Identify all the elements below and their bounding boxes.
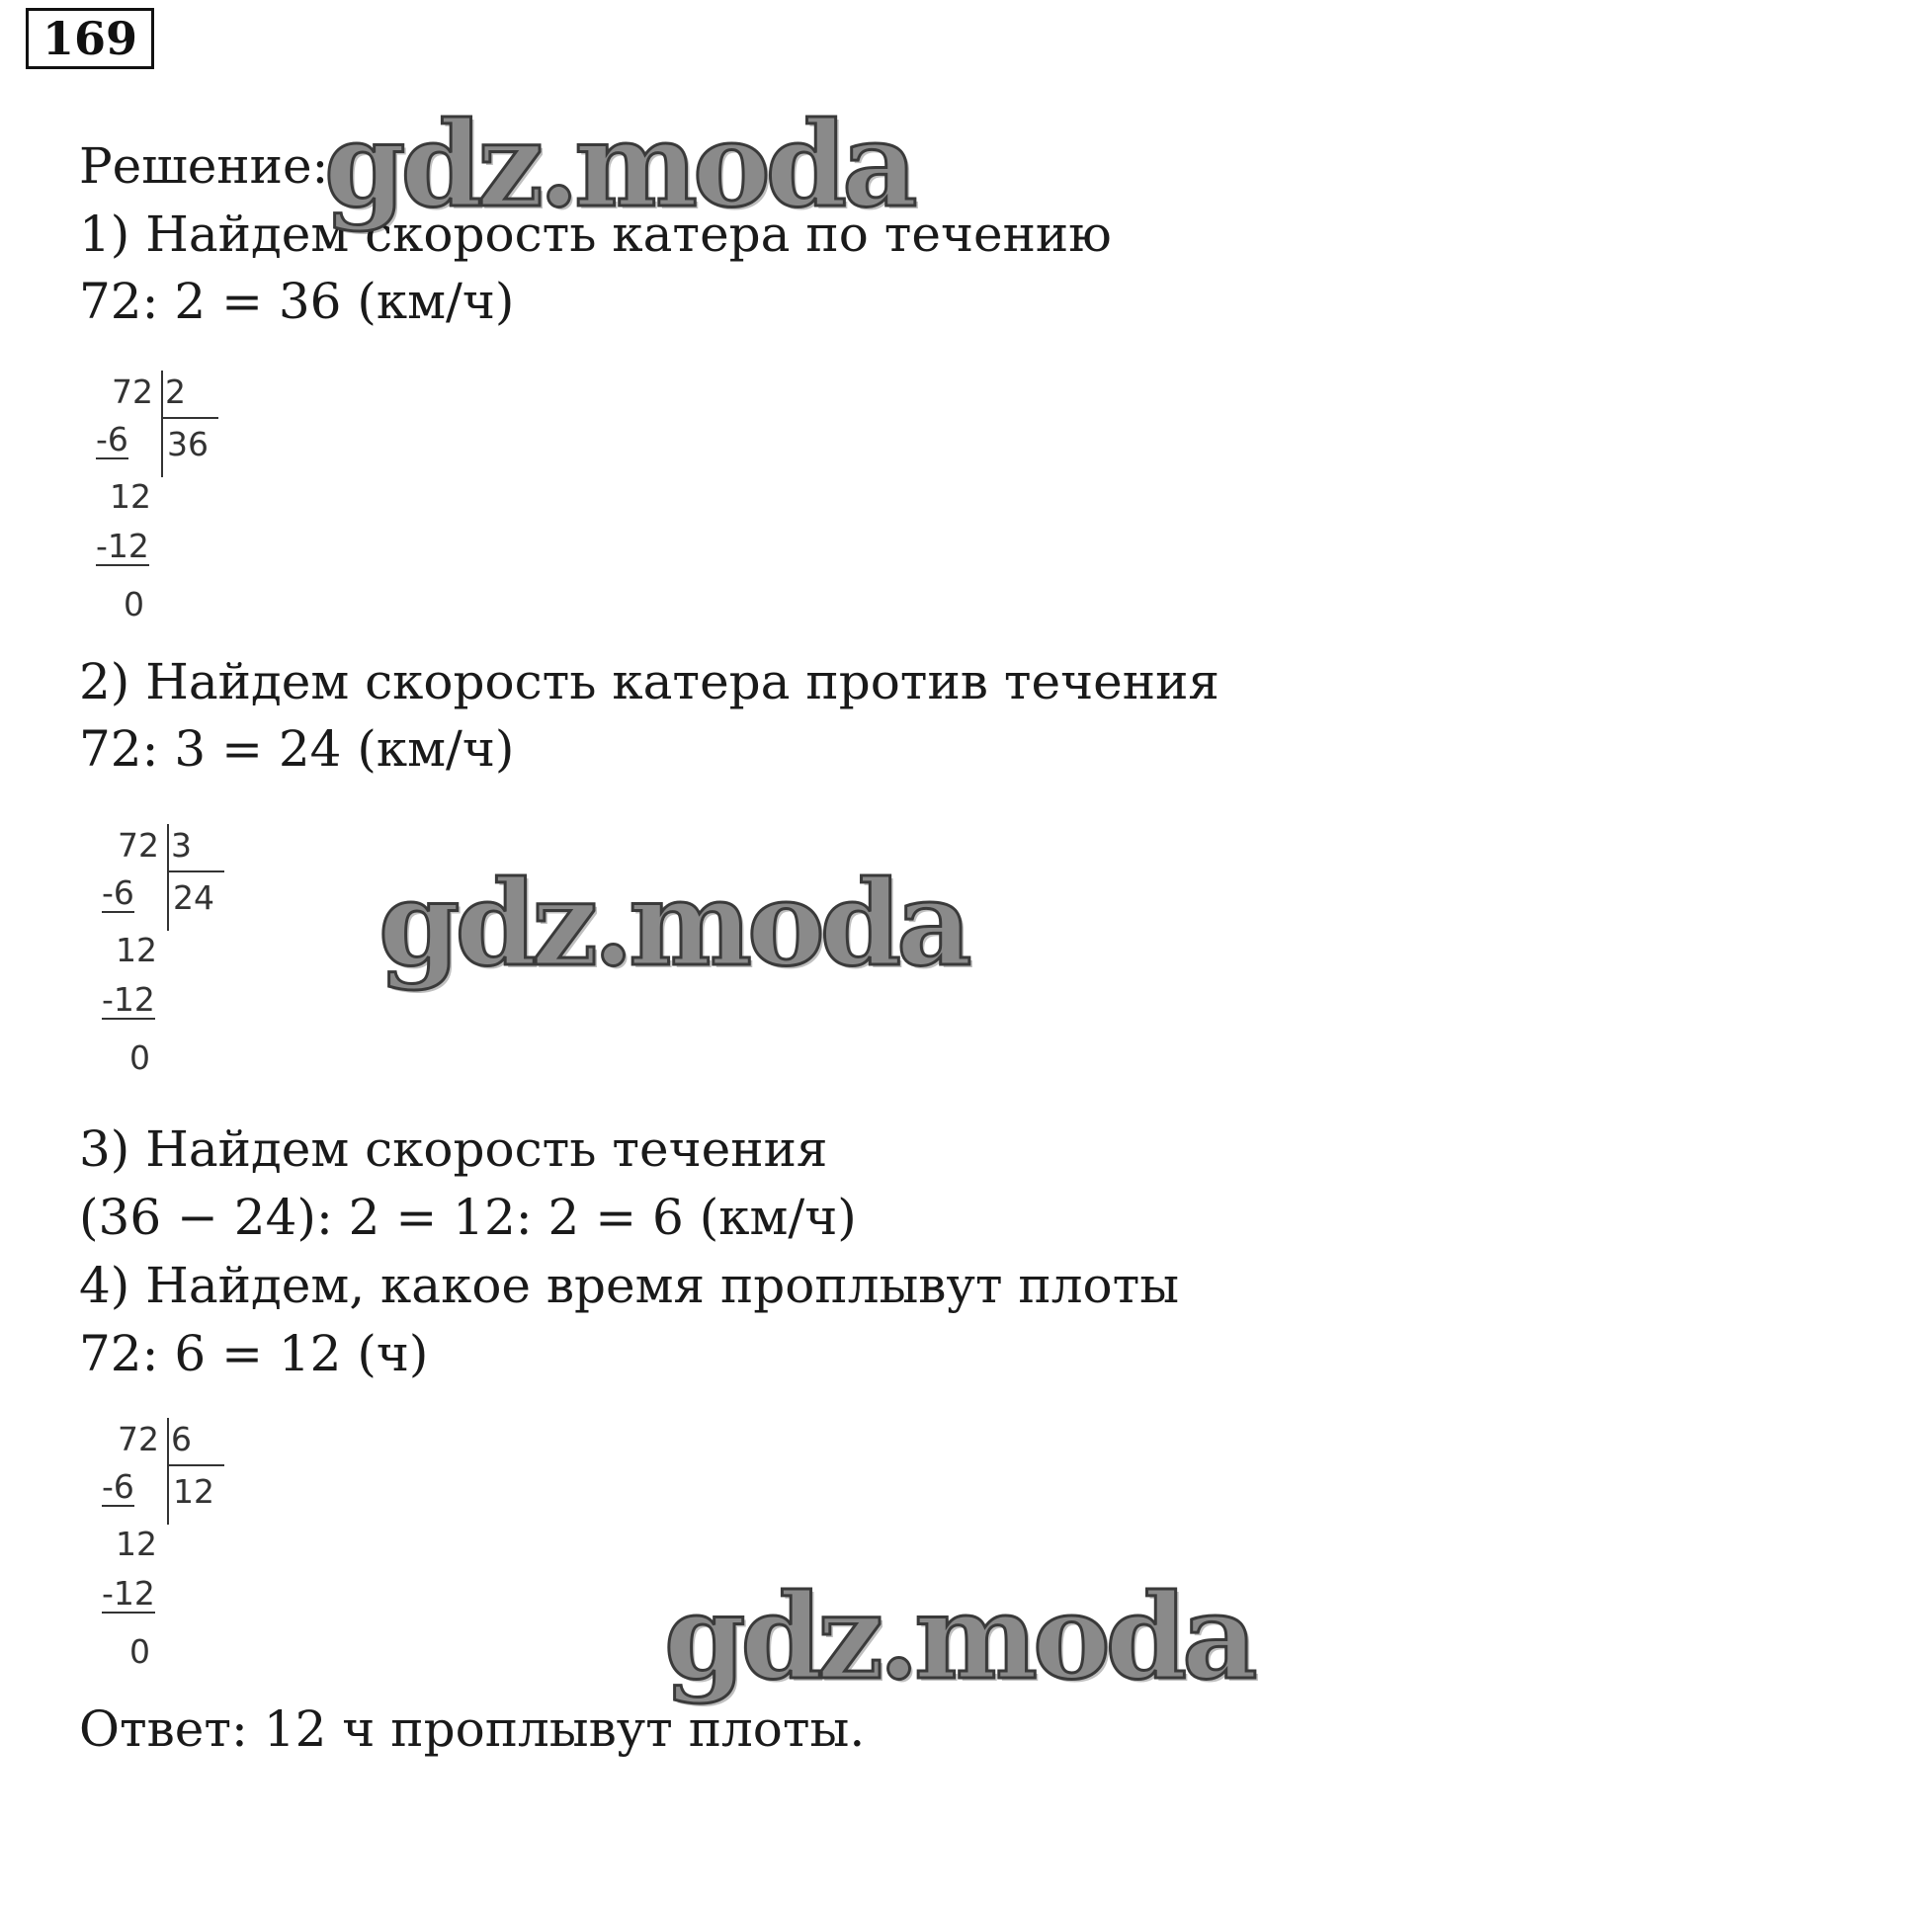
division-horizontal-bar [167, 1464, 224, 1466]
step3-expression: (36 − 24): 2 = 12: 2 = 6 (км/ч) [79, 1189, 857, 1246]
dividend: 72 [118, 826, 159, 865]
watermark-logo-middle: gdz.moda [378, 855, 967, 992]
divisor: 2 [165, 373, 186, 411]
answer-line: Ответ: 12 ч проплывут плоты. [79, 1700, 866, 1758]
subtrahend-2: -12 [102, 1574, 155, 1613]
division-vertical-bar [161, 371, 163, 477]
step3-title: 3) Найдем скорость течения [79, 1120, 828, 1178]
quotient: 36 [167, 425, 209, 463]
subtrahend-2: -12 [102, 980, 155, 1019]
remainder-1: 12 [116, 1525, 157, 1563]
final-remainder: 0 [129, 1632, 150, 1671]
solution-label: Решение: [79, 137, 329, 195]
watermark-logo-bottom: gdz.moda [664, 1568, 1253, 1705]
dividend: 72 [118, 1420, 159, 1458]
watermark-logo-top: gdz.moda [324, 96, 913, 233]
step2-expression: 72: 3 = 24 (км/ч) [79, 720, 515, 778]
step4-title: 4) Найдем, какое время проплывут плоты [79, 1257, 1180, 1314]
division-vertical-bar [167, 824, 169, 931]
division-horizontal-bar [167, 870, 224, 872]
quotient: 24 [173, 878, 214, 917]
remainder-1: 12 [110, 477, 151, 516]
task-number-box: 169 [26, 8, 154, 69]
final-remainder: 0 [124, 585, 144, 623]
step1-title: 1) Найдем скорость катера по течению [79, 206, 1112, 263]
subtrahend-2: -12 [96, 527, 149, 565]
final-remainder: 0 [129, 1038, 150, 1077]
step1-expression: 72: 2 = 36 (км/ч) [79, 273, 515, 330]
subtrahend-1: -6 [102, 873, 134, 912]
step4-expression: 72: 6 = 12 (ч) [79, 1325, 429, 1382]
remainder-1: 12 [116, 931, 157, 969]
divisor: 3 [171, 826, 192, 865]
subtrahend-1: -6 [96, 420, 128, 458]
dividend: 72 [112, 373, 153, 411]
division-vertical-bar [167, 1418, 169, 1525]
quotient: 12 [173, 1472, 214, 1511]
division-horizontal-bar [161, 417, 218, 419]
divisor: 6 [171, 1420, 192, 1458]
step2-title: 2) Найдем скорость катера против течения [79, 653, 1219, 710]
subtrahend-1: -6 [102, 1467, 134, 1506]
